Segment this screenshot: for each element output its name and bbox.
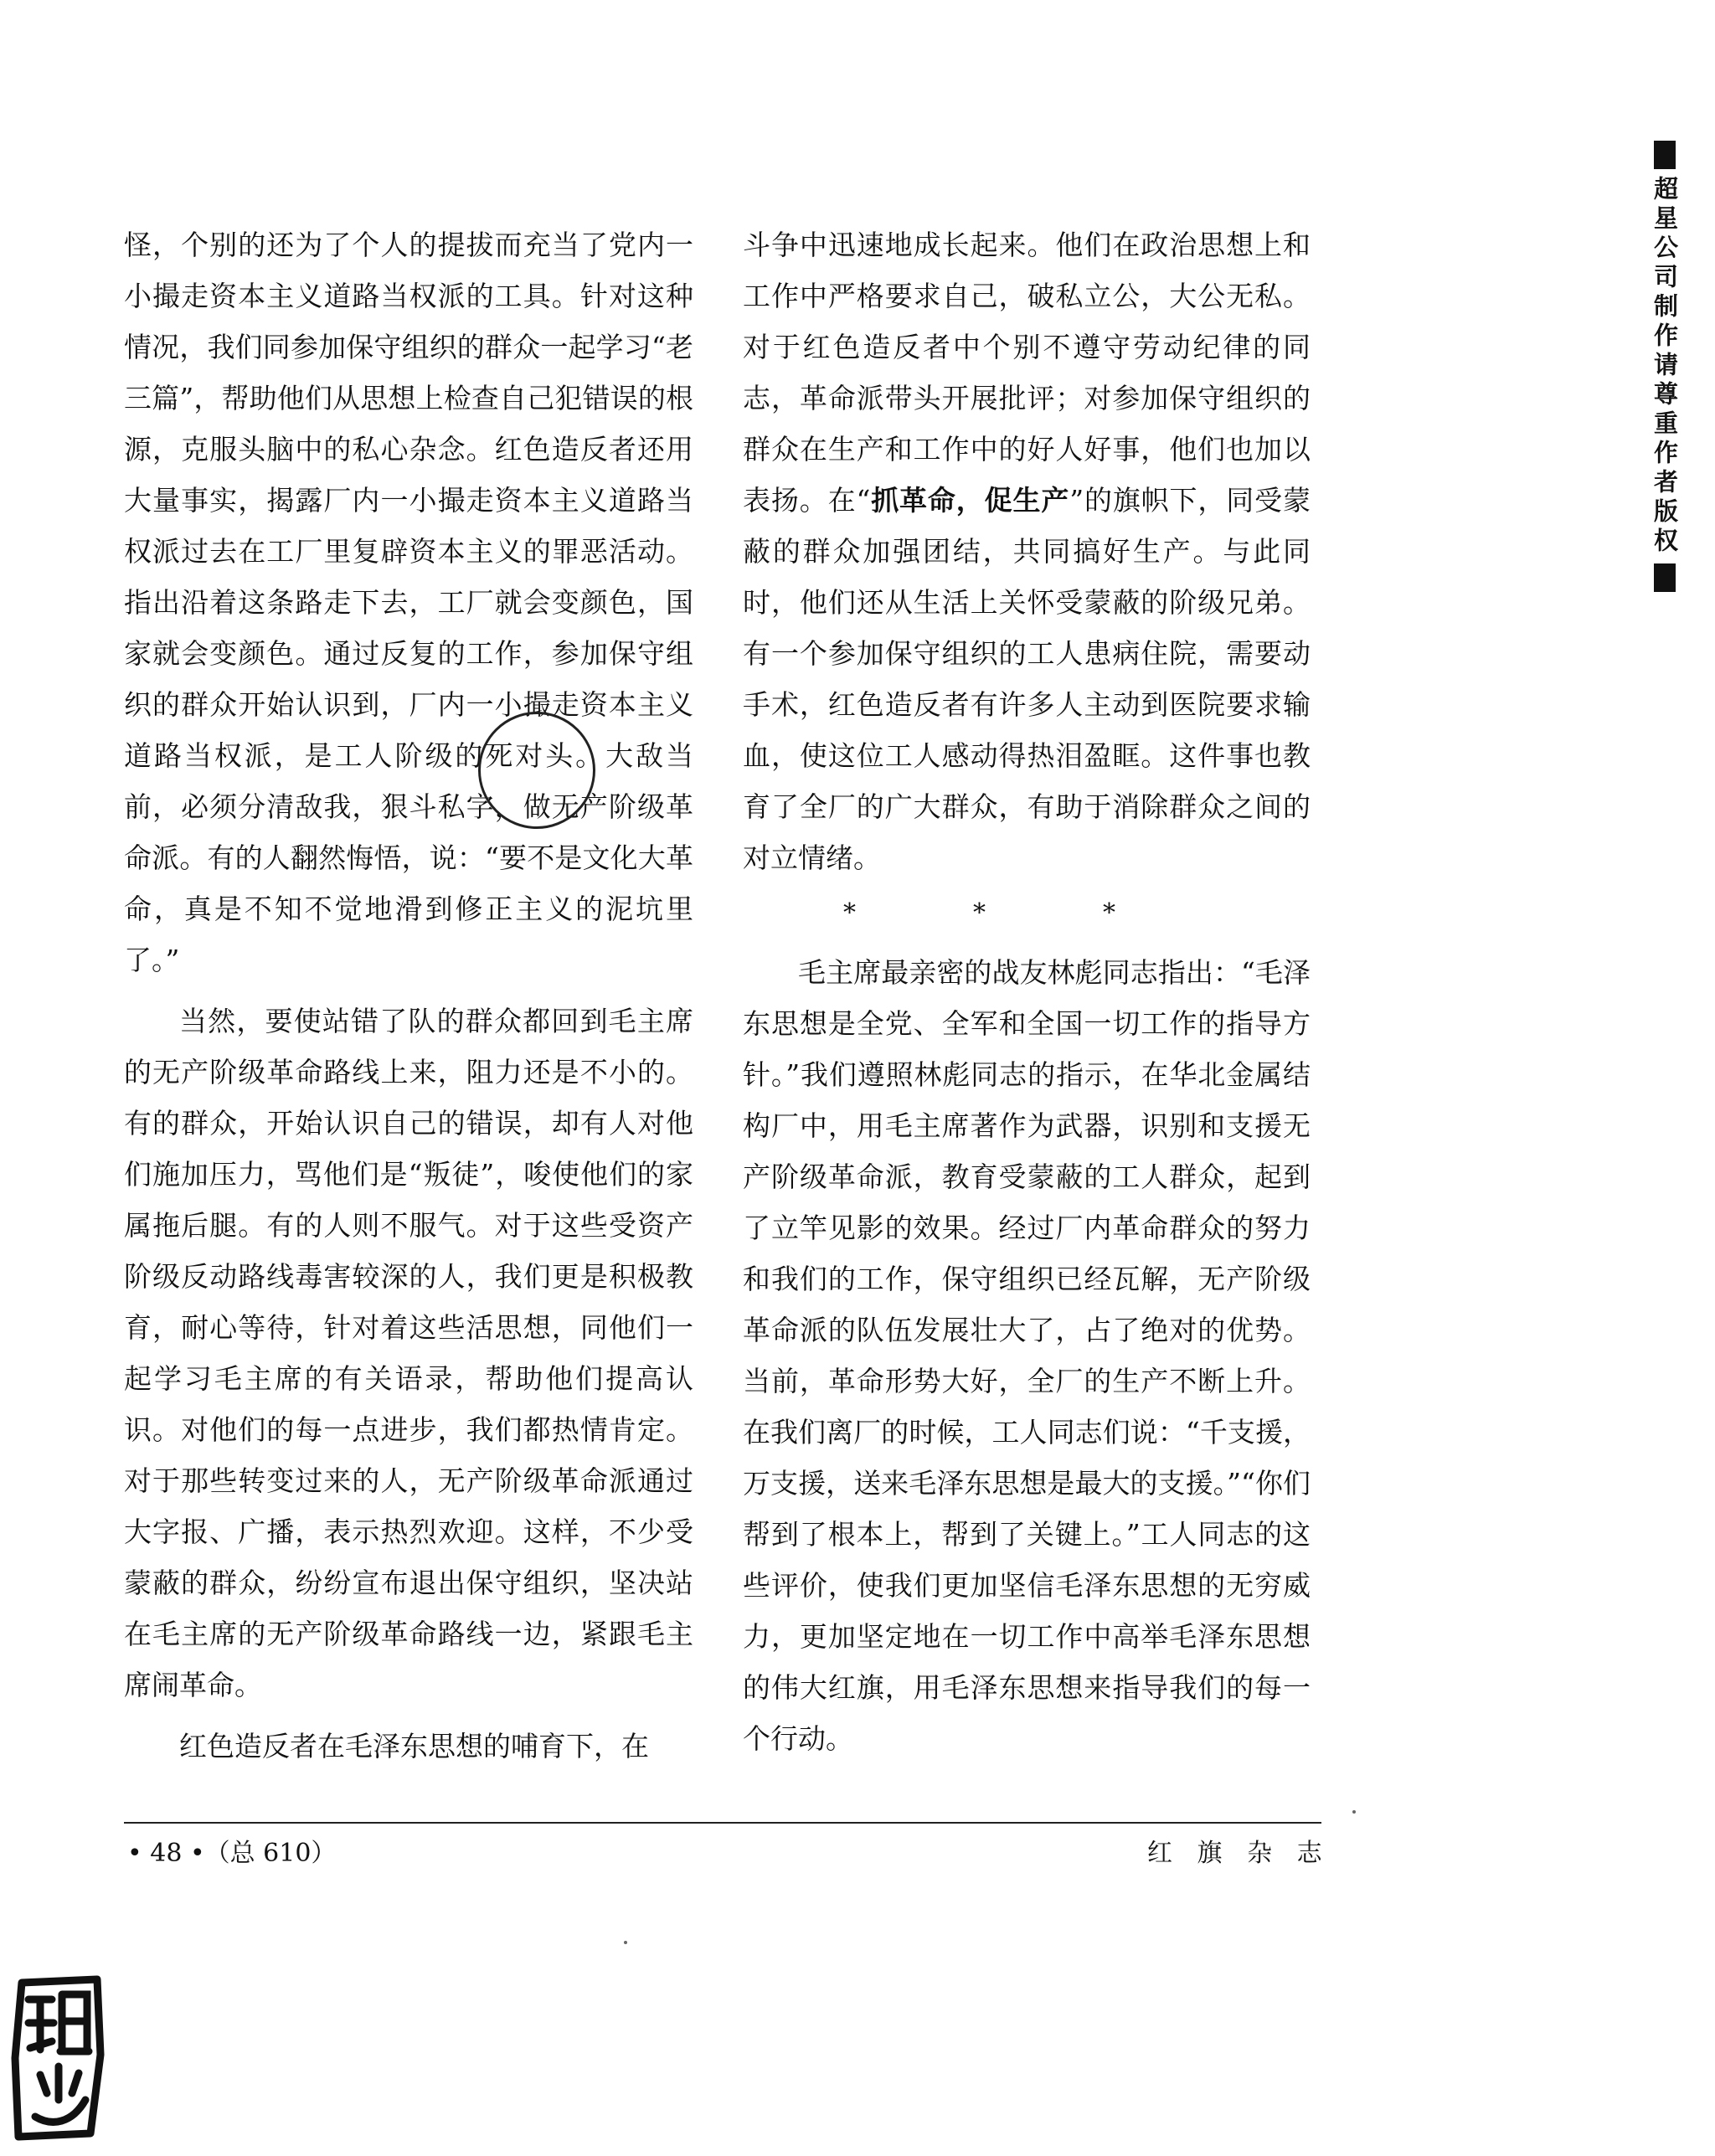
- left-column: [124, 219, 693, 1772]
- section-separator: [743, 888, 1311, 939]
- paragraph: 毛主席最亲密的战友林彪同志指出：“毛泽东思想是全党、全军和全国一切工作的指导方针。”我们遵照林彪同志的指示，在华北金属结构厂中，用毛主席著作为武器，识别和支援无产阶级革命派，教育受蒙蔽的工人群众，起到了立竿见影的效果。经过厂内革命群众的努力和我们的工作，保守组织已经瓦解，无产阶级革命派的队伍发展壮大了，占了绝对的优势。当前，革命形势大好，全厂的生产不断上升。在我们离厂的时候，工人同志们说：“千支援，万支援，送来毛泽东思想是最大的支援。”“你们帮到了根本上，帮到了关键上。”工人同志的这些评价，使我们更加坚信毛泽东思想的无穷威力，更加坚定地在一切工作中高举毛泽东思想的伟大红旗，用毛泽东思想来指导我们的每一个行动。: [743, 956, 1311, 1755]
- paragraph: 红色造反者在毛泽东思想的哺育下，在: [179, 1730, 649, 1762]
- copyright-notice: [1648, 141, 1682, 592]
- notice-bar-bottom: [1654, 563, 1676, 592]
- separator-star: *: [973, 898, 986, 928]
- notice-bar-top: [1654, 141, 1676, 169]
- page-number: • 48 •（总 610）: [127, 1839, 337, 1868]
- text-run: ”的旗帜下，同受蒙蔽的群众加强团结，共同搞好生产。与此同时，他们还从生活上关怀受蒙蔽的阶级兄弟。有一个参加保守组织的工人患病住院，需要动手术，红色造反者有许多人主动到医院要求输血，使这位工人感动得热泪盈眶。这件事也教育了全厂的广大群众，有助于消除群众之间的对立情绪。: [743, 484, 1311, 874]
- paragraph: [743, 219, 1311, 883]
- seal-stamp: [10, 1974, 109, 2142]
- paragraph: 当然，要使站错了队的群众都回到毛主席的无产阶级革命路线上来，阻力还是不小的。有的群众，开始认识自己的错误，却有人对他们施加压力，骂他们是“叛徒”，唆使他们的家属拖后腿。有的人则不服气。对于这些受资产阶级反动路线毒害较深的人，我们更是积极教育，耐心等待，针对着这些活思想，同他们一起学习毛主席的有关语录，帮助他们提高认识。对他们的每一点进步，我们都热情肯定。对于那些转变过来的人，无产阶级革命派通过大字报、广播，表示热烈欢迎。这样，不少受蒙蔽的群众，纷纷宣布退出保守组织，坚决站在毛主席的无产阶级革命路线一边，紧跟毛主席闹革命。: [124, 1005, 693, 1701]
- slogan-bold: 抓革命，促生产: [870, 484, 1070, 517]
- notice-text: 超星公司制作请尊重作者版权: [1651, 176, 1679, 557]
- footer-rule: [124, 1822, 1321, 1824]
- right-column: [743, 219, 1311, 1764]
- paragraph: 怪，个别的还为了个人的提拔而充当了党内一小撮走资本主义道路当权派的工具。针对这种情况，我们同参加保守组织的群众一起学习“老三篇”，帮助他们从思想上检查自己犯错误的根源，克服头脑中的私心杂念。红色造反者还用大量事实，揭露厂内一小撮走资本主义道路当权派过去在工厂里复辟资本主义的罪恶活动。指出沿着这条路走下去，工厂就会变颜色，国家就会变颜色。通过反复的工作，参加保守组织的群众开始认识到，厂内一小撮走资本主义道路当权派，是工人阶级的死对头。大敌当前，必须分清敌我，狠斗私字，做无产阶级革命派。有的人翻然悔悟，说：“要不是文化大革命，真是不知不觉地滑到修正主义的泥坑里了。”: [124, 229, 693, 976]
- scan-speck: [1352, 1810, 1356, 1814]
- scan-speck: [624, 1941, 627, 1944]
- hand-drawn-circle: [478, 712, 595, 829]
- text-run: 斗争中迅速地成长起来。他们在政治思想上和工作中严格要求自己，破私立公，大公无私。对于红色造反者中个别不遵守劳动纪律的同志，革命派带头开展批评；对参加保守组织的群众在生产和工作中的好人好事，他们也加以表扬。在“: [743, 229, 1311, 517]
- separator-star: *: [1103, 898, 1115, 928]
- magazine-name: 红 旗 杂 志: [1147, 1839, 1331, 1868]
- separator-star: *: [843, 898, 856, 928]
